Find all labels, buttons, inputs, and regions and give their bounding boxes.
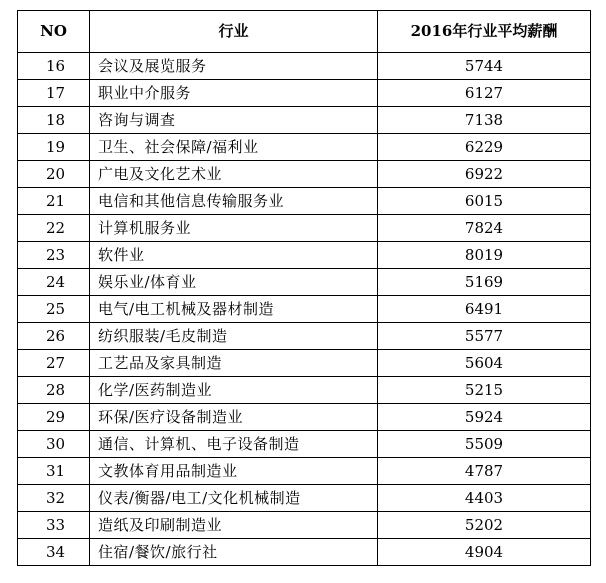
table-row [18, 188, 591, 215]
table-row [18, 377, 591, 404]
row-salary: 6127 [378, 80, 591, 107]
row-industry: 工艺品及家具制造 [90, 350, 378, 377]
row-number: 16 [18, 53, 90, 80]
row-number: 17 [18, 80, 90, 107]
row-number: 28 [18, 377, 90, 404]
row-number: 20 [18, 161, 90, 188]
salary-table [17, 10, 591, 566]
row-number: 31 [18, 458, 90, 485]
row-number: 22 [18, 215, 90, 242]
row-number: 30 [18, 431, 90, 458]
row-industry: 造纸及印刷制造业 [90, 512, 378, 539]
row-salary: 8019 [378, 242, 591, 269]
row-number: 23 [18, 242, 90, 269]
table-row [18, 485, 591, 512]
row-salary: 7824 [378, 215, 591, 242]
row-industry: 环保/医疗设备制造业 [90, 404, 378, 431]
table-row [18, 80, 591, 107]
row-industry: 计算机服务业 [90, 215, 378, 242]
row-industry: 住宿/餐饮/旅行社 [90, 539, 378, 566]
table-row [18, 215, 591, 242]
table-row [18, 431, 591, 458]
header-no: NO [18, 11, 90, 53]
row-salary: 4787 [378, 458, 591, 485]
row-number: 18 [18, 107, 90, 134]
table-row [18, 53, 591, 80]
row-industry: 纺织服装/毛皮制造 [90, 323, 378, 350]
row-salary: 5924 [378, 404, 591, 431]
row-number: 33 [18, 512, 90, 539]
row-industry: 娱乐业/体育业 [90, 269, 378, 296]
table-row [18, 539, 591, 566]
row-salary: 7138 [378, 107, 591, 134]
table-row [18, 107, 591, 134]
row-salary: 4403 [378, 485, 591, 512]
row-number: 32 [18, 485, 90, 512]
row-salary: 4904 [378, 539, 591, 566]
row-industry: 文教体育用品制造业 [90, 458, 378, 485]
table-row [18, 161, 591, 188]
header-row [18, 11, 591, 53]
table-row [18, 296, 591, 323]
row-industry: 仪表/衡器/电工/文化机械制造 [90, 485, 378, 512]
row-salary: 5604 [378, 350, 591, 377]
row-number: 27 [18, 350, 90, 377]
table-row [18, 323, 591, 350]
row-salary: 6922 [378, 161, 591, 188]
table-row [18, 350, 591, 377]
row-industry: 电信和其他信息传输服务业 [90, 188, 378, 215]
table-body [18, 53, 591, 566]
row-industry: 通信、计算机、电子设备制造 [90, 431, 378, 458]
table-header [18, 11, 591, 53]
row-industry: 化学/医药制造业 [90, 377, 378, 404]
table-row [18, 512, 591, 539]
row-number: 34 [18, 539, 90, 566]
row-salary: 5215 [378, 377, 591, 404]
row-industry: 广电及文化艺术业 [90, 161, 378, 188]
row-industry: 咨询与调查 [90, 107, 378, 134]
row-number: 19 [18, 134, 90, 161]
row-salary: 5202 [378, 512, 591, 539]
table-row [18, 242, 591, 269]
row-industry: 电气/电工机械及器材制造 [90, 296, 378, 323]
table-row [18, 269, 591, 296]
row-salary: 5744 [378, 53, 591, 80]
row-industry: 职业中介服务 [90, 80, 378, 107]
row-salary: 5169 [378, 269, 591, 296]
row-number: 24 [18, 269, 90, 296]
row-salary: 6229 [378, 134, 591, 161]
table-row [18, 458, 591, 485]
row-industry: 会议及展览服务 [90, 53, 378, 80]
row-salary: 6015 [378, 188, 591, 215]
row-salary: 5577 [378, 323, 591, 350]
header-salary: 2016年行业平均薪酬 [378, 11, 591, 53]
row-number: 26 [18, 323, 90, 350]
row-industry: 软件业 [90, 242, 378, 269]
row-number: 21 [18, 188, 90, 215]
table-row [18, 134, 591, 161]
row-salary: 6491 [378, 296, 591, 323]
header-industry: 行业 [90, 11, 378, 53]
row-industry: 卫生、社会保障/福利业 [90, 134, 378, 161]
row-number: 29 [18, 404, 90, 431]
row-salary: 5509 [378, 431, 591, 458]
row-number: 25 [18, 296, 90, 323]
table-row [18, 404, 591, 431]
